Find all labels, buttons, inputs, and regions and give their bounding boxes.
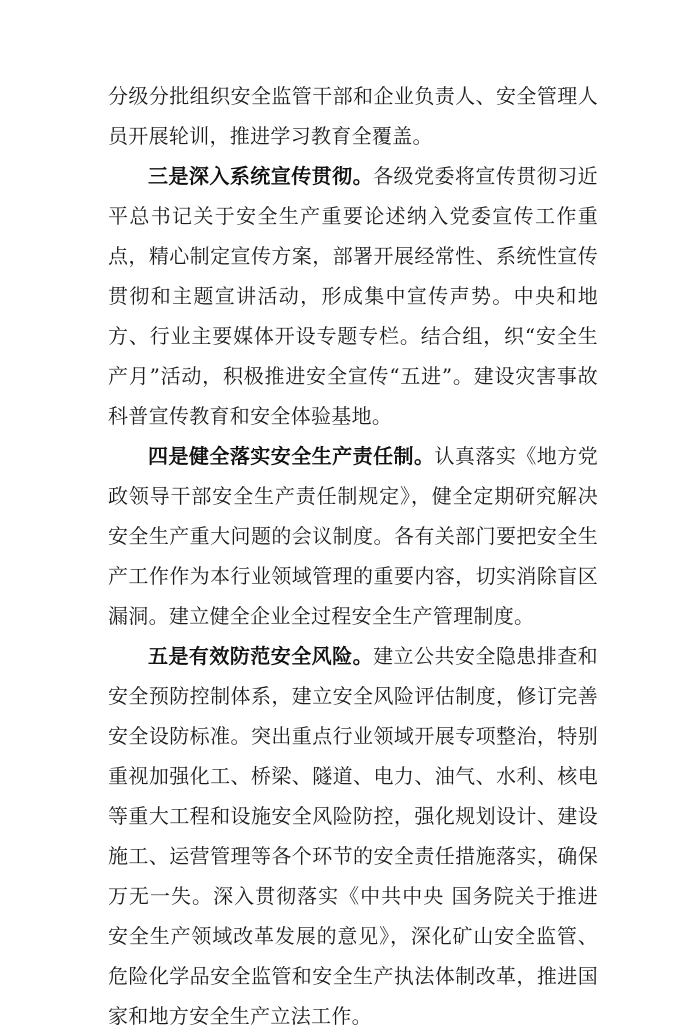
paragraph-3-body: 认真落实《地方党政领导干部安全生产责任制规定》，健全定期研究解决安全生产重大问题的会议制度。各有关部门要把安全生产工作作为本行业领域管理的重要内容，切实消除盲区漏洞。建立健全企业全过程安全生产管理制度。 (108, 444, 598, 628)
document-body (108, 76, 598, 1036)
paragraph-4-body: 建立公共安全隐患排查和安全预防控制体系，建立安全风险评估制度，修订完善安全设防标准。突出重点行业领域开展专项整治，特别重视加强化工、桥梁、隧道、电力、油气、水利、核电等重大工程和设施安全风险防控，强化规划设计、建设施工、运营管理等各个环节的安全责任措施落实，确保万无一失。深入贯彻落实《中共中央 国务院关于推进安全生产领域改革发展的意见》，深化矿山安全监管、危险化学品安全监管和安全生产执法体制改革，推进国家和地方安全生产立法工作。 (108, 644, 598, 1028)
paragraph-2 (108, 156, 598, 436)
paragraph-2-lead: 三是深入系统宣传贯彻。 (148, 164, 374, 188)
paragraph-2-body: 各级党委将宣传贯彻习近平总书记关于安全生产重要论述纳入党委宣传工作重点，精心制定宣传方案，部署开展经常性、系统性宣传贯彻和主题宣讲活动，形成集中宣传声势。中央和地方、行业主要媒体开设专题专栏。结合组，织“安全生产月”活动，积极推进安全宣传“五进”。建设灾害事故科普宣传教育和安全体验基地。 (108, 164, 598, 428)
paragraph-4 (108, 636, 598, 1036)
paragraph-1-body: 分级分批组织安全监管干部和企业负责人、安全管理人员开展轮训，推进学习教育全覆盖。 (108, 84, 598, 148)
paragraph-1 (108, 76, 598, 156)
paragraph-3 (108, 436, 598, 636)
paragraph-3-lead: 四是健全落实安全生产责任制。 (148, 444, 435, 468)
paragraph-4-lead: 五是有效防范安全风险。 (148, 644, 374, 668)
